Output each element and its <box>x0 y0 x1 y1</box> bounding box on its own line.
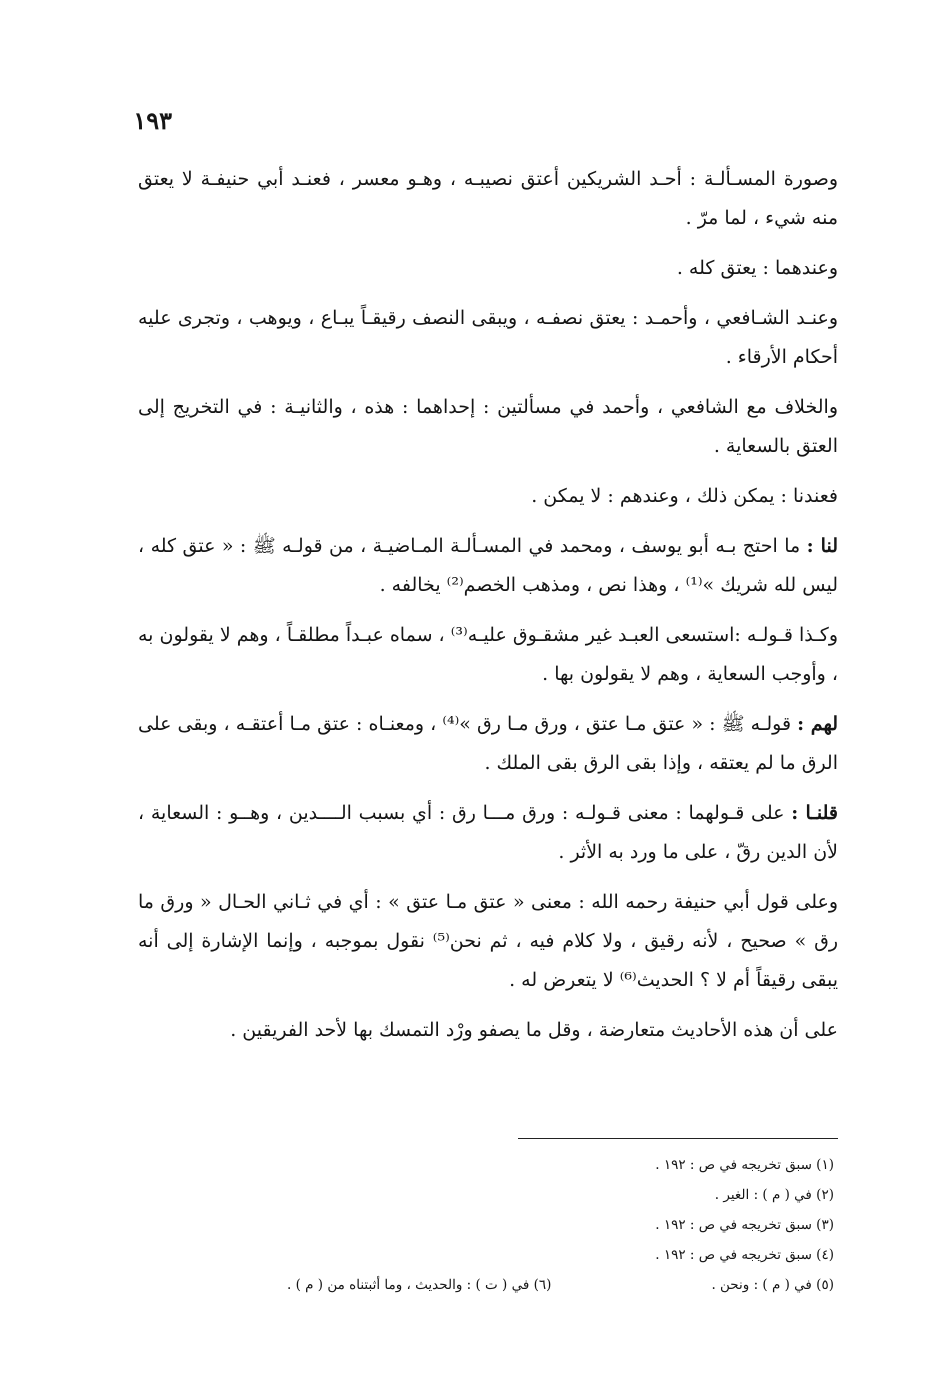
footnote-divider <box>518 1138 838 1139</box>
paragraph-text: فعندنا : يمكن ذلك ، وعندهم : لا يمكن . <box>531 485 838 507</box>
footnote-row <box>134 1150 834 1180</box>
paragraph-text: والخلاف مع الشافعي ، وأحمد في مسألتين : إحداهما : هذه ، والثانيـة : في التخريج إلى العتق بالسعاية . <box>138 396 838 457</box>
paragraph-lead: قلنـا : <box>791 802 838 824</box>
footnote-item: (٥) في ( م ) : ونحن . <box>711 1277 834 1293</box>
paragraph <box>138 388 838 466</box>
footnote-item: (٣) سبق تخريجه في ص : ١٩٢ . <box>655 1217 834 1233</box>
paragraph-text: قولـه ﷺ : « عتق مـا عتق ، ورق مـا رق »⁽⁴⁾ ، ومعنـاه : عتق مـا أعتقـه ، وبقى على الرق ما لم يعتقه ، وإذا بقى الرق بقى الملك . <box>138 713 838 774</box>
footnote-row <box>134 1210 834 1240</box>
paragraph <box>138 616 838 694</box>
footnote-item: (٦) في ( ت ) : والحديث ، وما أثبتناه من ( م ) . <box>287 1277 552 1293</box>
paragraph <box>138 477 838 516</box>
paragraph <box>138 1011 838 1050</box>
main-text <box>138 160 838 1061</box>
footnote-row <box>134 1270 834 1300</box>
paragraph <box>138 299 838 377</box>
footnote-item: (٢) في ( م ) : الغير . <box>714 1187 834 1203</box>
footnotes <box>134 1150 834 1300</box>
paragraph-text: وكـذا قـولـه :استسعى العبـد غير مشقـوق عليـه⁽³⁾ ، سماه عبـداً مطلقـاً ، وهم لا يقولون به ، وأوجب السعاية ، وهم لا يقولون بها . <box>138 624 838 685</box>
paragraph <box>138 160 838 238</box>
page-number: ١٩٣ <box>133 106 172 135</box>
paragraph <box>138 794 838 872</box>
footnote-item: (١) سبق تخريجه في ص : ١٩٢ . <box>655 1157 834 1173</box>
footnote-item: (٤) سبق تخريجه في ص : ١٩٢ . <box>655 1247 834 1263</box>
footnote-row <box>134 1240 834 1270</box>
paragraph <box>138 705 838 783</box>
paragraph-text: وعندهما : يعتق كله . <box>676 257 838 279</box>
paragraph-text: على أن هذه الأحاديث متعارضة ، وقل ما يصفو ورْد التمسك بها لأحد الفريقين . <box>230 1019 838 1041</box>
paragraph-lead: لهم : <box>797 713 838 735</box>
paragraph-lead: لنا : <box>806 535 838 557</box>
paragraph-text: على قـولهما : معنى قـولـه : ورق مـــا رق : أي بسبب الــــدين ، وهــو : السعاية ، لأن الدين رقّ ، على ما ورد به الأثر . <box>138 802 838 863</box>
paragraph <box>138 527 838 605</box>
paragraph <box>138 249 838 288</box>
paragraph-text: وعنـد الشـافعي ، وأحمـد : يعتق نصفـه ، ويبقى النصف رقيقـاً يبـاع ، ويوهب ، وتجرى عليه أحكام الأرقاء . <box>138 307 838 368</box>
paragraph-text: وعلى قول أبي حنيفة رحمه الله : معنى « عتق مـا عتق » : أي في ثـاني الحـال « ورق ما رق » صحيح ، لأنه رقيق ، ولا كلام فيه ، ثم نحن⁽⁵⁾ نقول بموجبه ، وإنما الإشارة إلى أنه يبقى رقيقاً أم لا ؟ الحديث⁽⁶⁾ لا يتعرض له . <box>138 891 838 991</box>
paragraph-text: وصورة المسـألـة : أحـد الشريكين أعتق نصيبـه ، وهـو معسر ، فعنـد أبي حنيفـة لا يعتق منه شيء ، لما مرّ . <box>138 168 838 229</box>
paragraph-text: ما احتج بـه أبو يوسف ، ومحمد في المسـألـة المـاضيـة ، من قولـه ﷺ : « عتق كله ، ليس لله شريك »⁽¹⁾ ، وهذا نص ، ومذهب الخصم⁽²⁾ يخالفه . <box>138 535 838 596</box>
paragraph <box>138 883 838 1000</box>
footnote-row <box>134 1180 834 1210</box>
